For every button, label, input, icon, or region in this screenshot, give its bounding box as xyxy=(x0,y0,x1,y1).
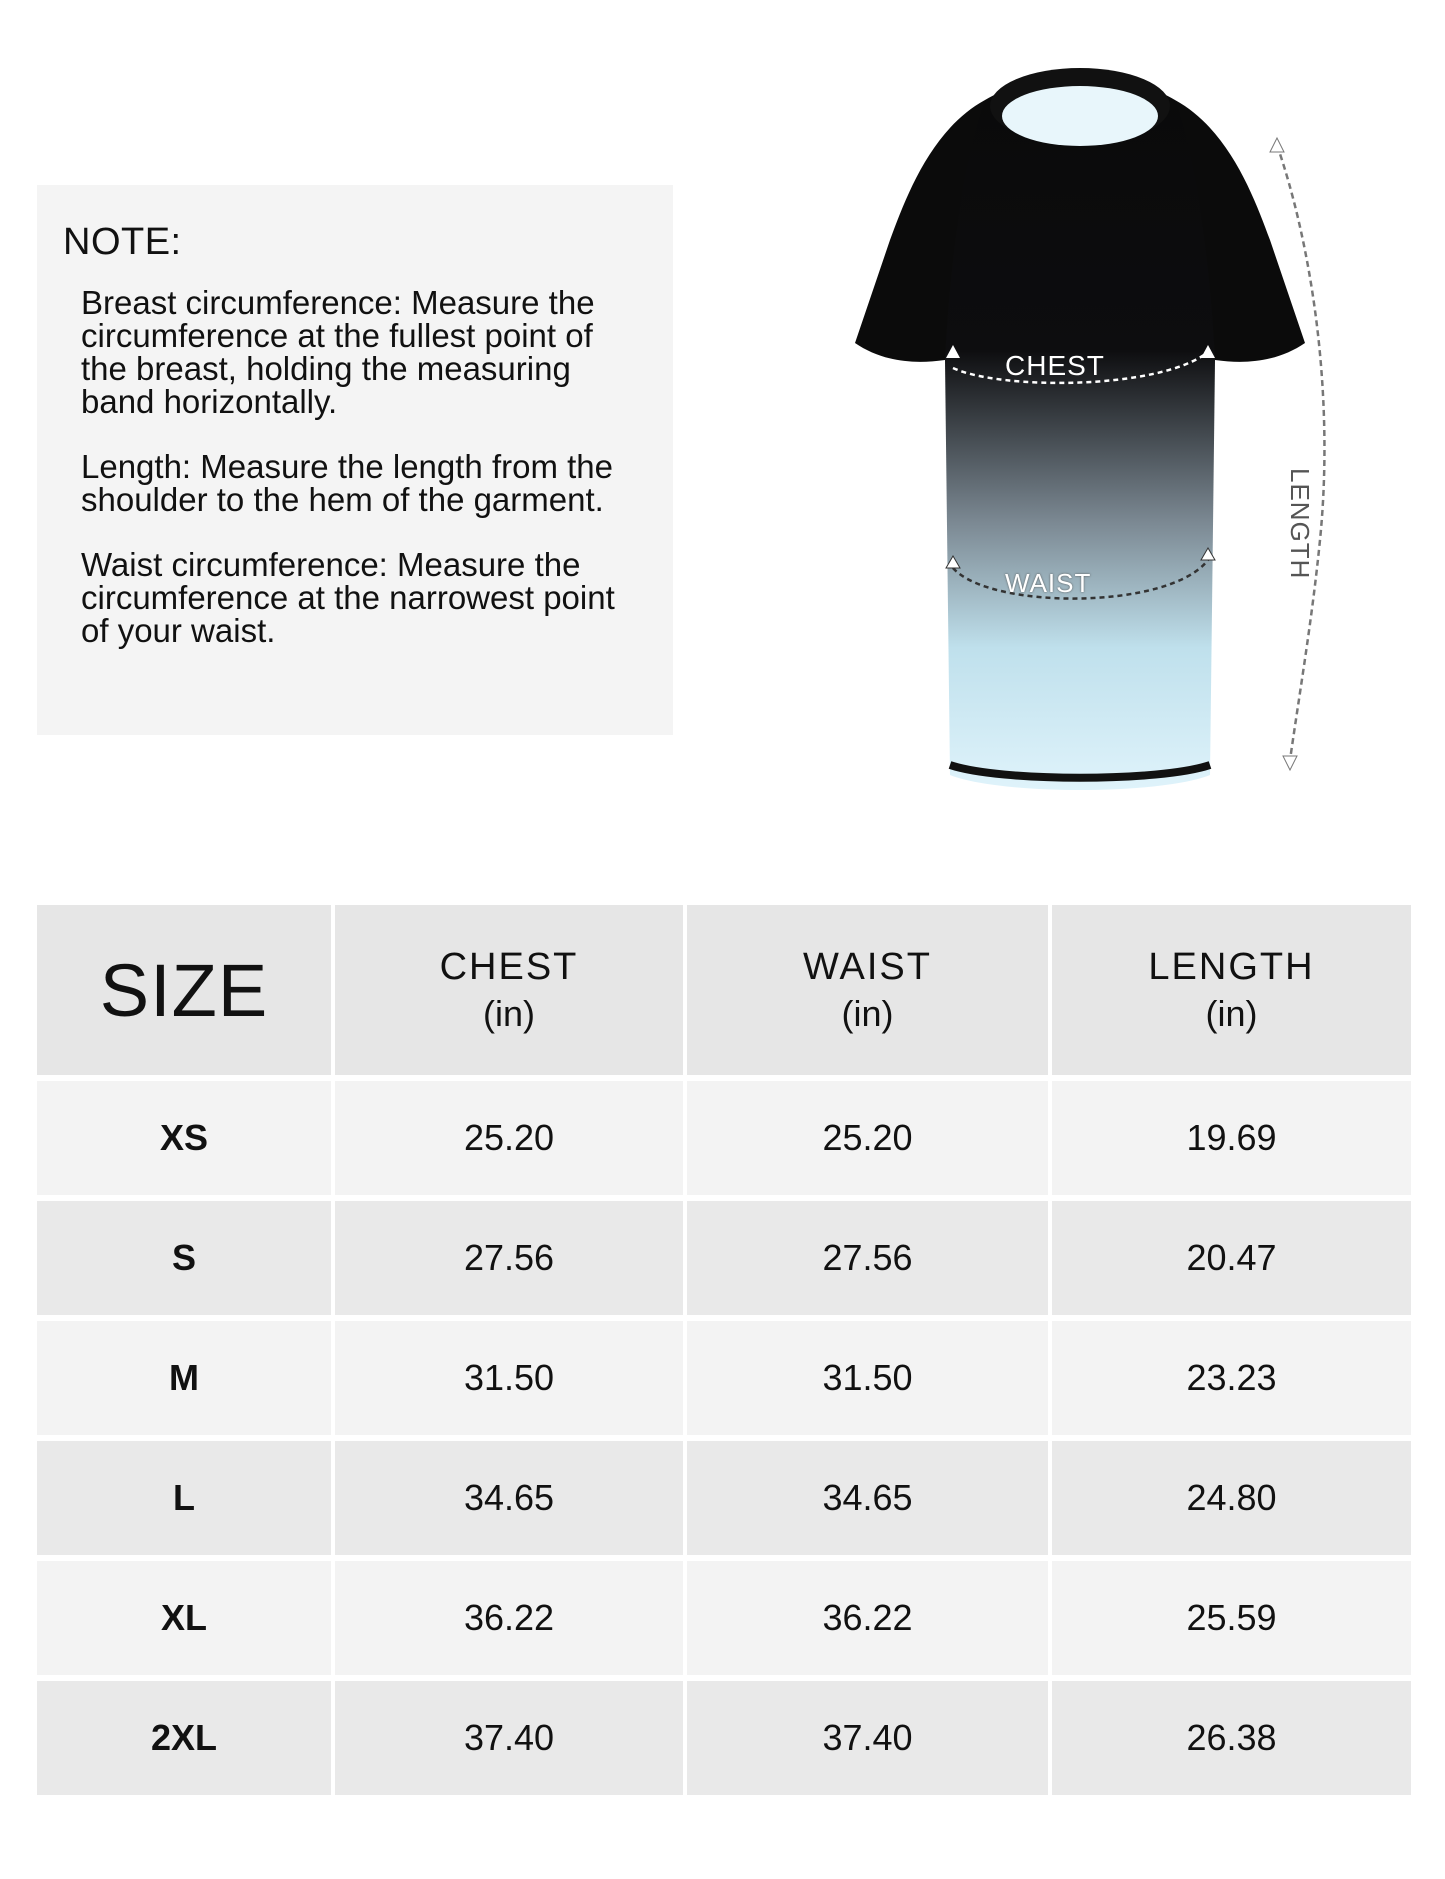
header-waist-unit: (in) xyxy=(841,992,894,1034)
size-cell: M xyxy=(169,1357,199,1398)
header-length xyxy=(1052,905,1411,1075)
length-cell: 19.69 xyxy=(1186,1117,1277,1158)
chest-cell: 31.50 xyxy=(463,1357,555,1398)
note-title: NOTE: xyxy=(63,221,182,263)
table-row xyxy=(37,1441,1411,1555)
waist-cell: 34.65 xyxy=(822,1477,913,1518)
waist-cell: 27.56 xyxy=(822,1237,913,1278)
chest-cell: 27.56 xyxy=(463,1237,555,1278)
header-waist xyxy=(687,905,1048,1075)
table-row xyxy=(37,1681,1411,1795)
waist-cell: 25.20 xyxy=(822,1117,913,1158)
note-waist-instruction: Waist circumference: Measure the circumference at the narrowest point of your waist. xyxy=(81,546,615,649)
header-chest-unit: (in) xyxy=(483,992,535,1034)
shirt-drawing xyxy=(740,60,1420,820)
header-chest-label: CHEST xyxy=(439,945,579,988)
table-header-row xyxy=(37,905,1411,1075)
waist-cell: 36.22 xyxy=(822,1597,913,1638)
chest-cell: 37.40 xyxy=(463,1717,555,1758)
header-size-label: SIZE xyxy=(99,948,269,1032)
note-breast-instruction: Breast circumference: Measure the circumference at the fullest point of the breast, holding the measuring band horizontally. xyxy=(81,284,595,420)
waist-cell: 31.50 xyxy=(822,1357,913,1398)
table-row xyxy=(37,1561,1411,1675)
length-cell: 25.59 xyxy=(1186,1597,1277,1638)
waist-cell: 37.40 xyxy=(822,1717,913,1758)
header-length-unit: (in) xyxy=(1205,992,1258,1034)
shirt-body xyxy=(945,80,1215,790)
shirt-illustration xyxy=(740,60,1420,820)
size-chart-table xyxy=(37,905,1411,1801)
length-measure-line xyxy=(1277,145,1324,760)
chest-cell: 34.65 xyxy=(463,1477,555,1518)
size-cell: XL xyxy=(160,1597,207,1638)
header-chest xyxy=(335,905,683,1075)
waist-label: WAIST xyxy=(1005,568,1092,598)
length-cell: 20.47 xyxy=(1186,1237,1277,1278)
chest-label: CHEST xyxy=(1005,350,1105,381)
size-cell: S xyxy=(171,1237,196,1278)
length-cell: 23.23 xyxy=(1186,1357,1277,1398)
length-cell: 26.38 xyxy=(1186,1717,1277,1758)
table-row xyxy=(37,1081,1411,1195)
size-cell: L xyxy=(173,1477,195,1518)
header-length-label: LENGTH xyxy=(1148,945,1315,988)
header-size xyxy=(37,905,331,1075)
size-cell: 2XL xyxy=(150,1717,218,1758)
length-cell: 24.80 xyxy=(1186,1477,1277,1518)
chest-cell: 25.20 xyxy=(463,1117,555,1158)
length-label: LENGTH xyxy=(1285,468,1315,580)
size-cell: XS xyxy=(159,1117,209,1158)
header-waist-label: WAIST xyxy=(803,945,932,988)
note-length-instruction: Length: Measure the length from the shoulder to the hem of the garment. xyxy=(81,448,613,518)
chest-cell: 36.22 xyxy=(463,1597,555,1638)
table-row xyxy=(37,1201,1411,1315)
table-row xyxy=(37,1321,1411,1435)
measurement-note-panel xyxy=(37,185,673,735)
